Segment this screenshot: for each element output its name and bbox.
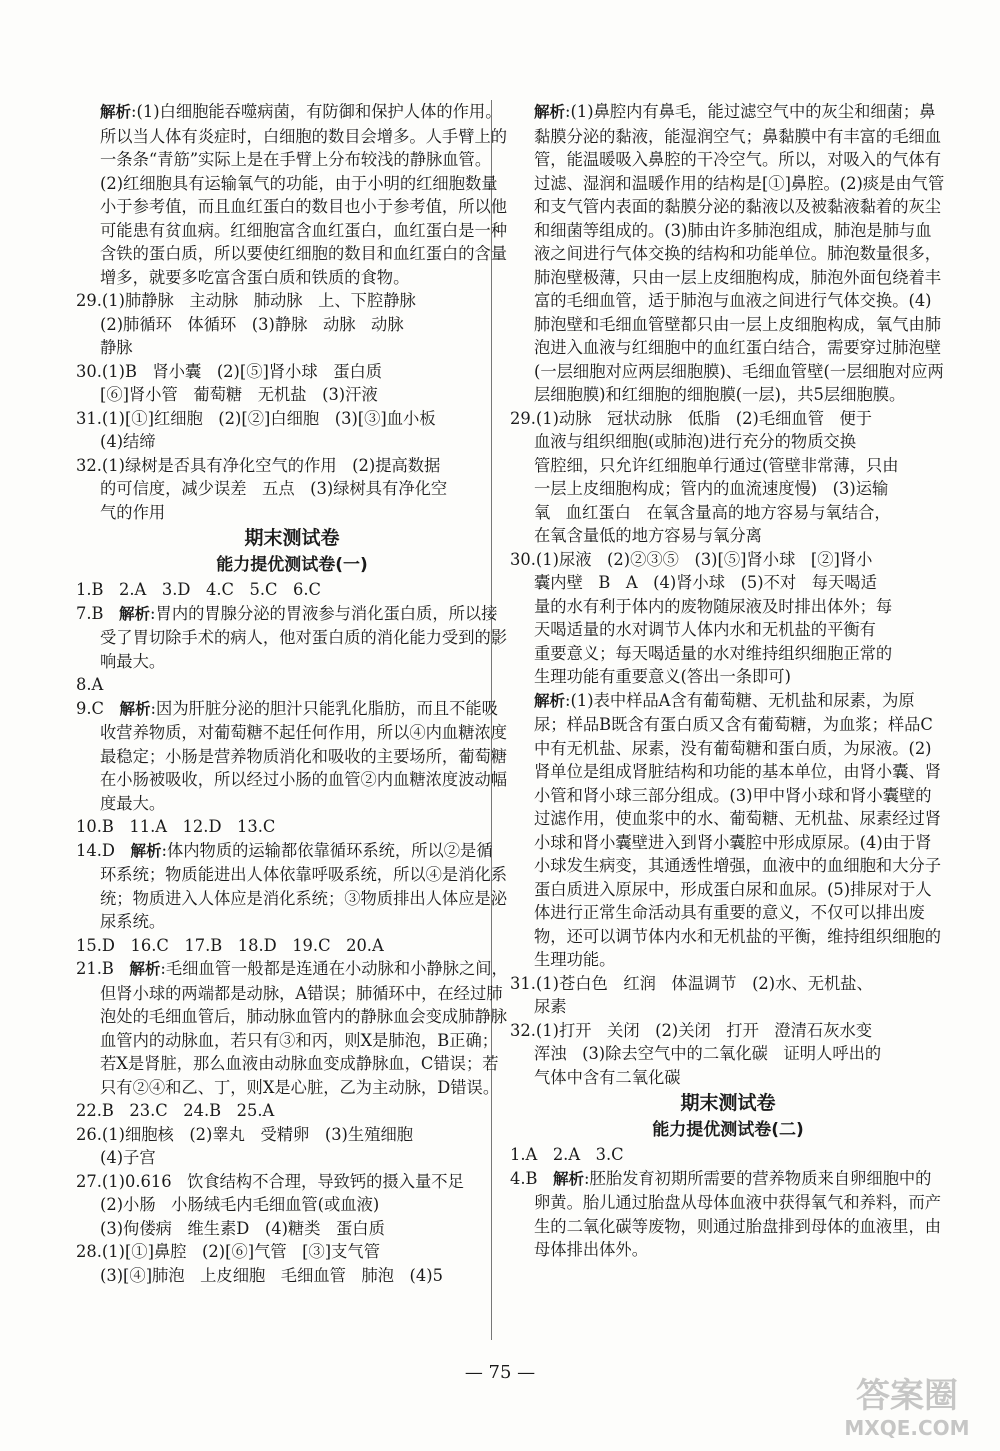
answer-item	[510, 972, 946, 1019]
answer-item	[76, 673, 508, 697]
answer-item	[510, 407, 946, 548]
answer-line: 31.(1)[①]红细胞 (2)[②]白细胞 (3)[③]血小板	[76, 408, 436, 428]
answer-line: 28.(1)[①]鼻腔 (2)[⑥]气管 [③]支气管	[76, 1242, 380, 1261]
explanation-label: 解析	[130, 841, 162, 860]
answer-line: 生理功能有重要意义(答出一条即可)	[534, 667, 791, 686]
explanation-label: 解析	[119, 604, 151, 623]
answer-line: (2)小肠 小肠绒毛内毛细血管(或血液)	[100, 1195, 380, 1214]
answer-line: 一层上皮细胞构成；管内的血流速度慢) (3)运输	[534, 479, 889, 498]
answer-line: 29.(1)动脉 冠状动脉 低脂 (2)毛细血管 便于	[510, 408, 873, 428]
answer-line: 的可信度，减少误差 五点 (3)绿树具有净化空	[100, 479, 448, 498]
answer-item	[76, 360, 508, 407]
question-answer: 4.B	[510, 1168, 554, 1188]
answer-line: 8.A	[76, 675, 104, 694]
section-subtitle: 能力提优测试卷(二)	[652, 1120, 804, 1140]
answer-line: 26.(1)细胞核 (2)睾丸 受精卵 (3)生殖细胞	[76, 1124, 414, 1144]
answer-line: 尿素	[534, 997, 567, 1016]
explanation-text: :(1)表中样品A含有葡萄糖、无机盐和尿素，为原尿；样品B既含有蛋白质又含有葡萄糖，为血浆；样品C中有无机盐、尿素，没有葡萄糖和蛋白质，为尿液。(2)肾单位是组成肾脏结构和功能的基本单位，由肾小囊、肾小管和肾小球三部分组成。(3)甲中肾小球和肾小囊壁的过滤作用，使血浆中的水、葡萄糖、无机盐、尿素经过肾小球和肾小囊壁进入到肾小囊腔中形成原尿。(4)由于肾小球发生病变，其通透性增强，血液中的血细胞和大分子蛋白质进入原尿中，形成蛋白尿和血尿。(5)排尿对于人体进行正常生命活动具有重要的意义，不仅可以排出废物，还可以调节体内水和无机盐的平衡，维持组织细胞的生理功能。	[534, 690, 942, 969]
answer-line: 血液与组织细胞(或肺泡)进行充分的物质交换	[534, 432, 857, 451]
answer-item	[76, 815, 508, 839]
right-column	[510, 100, 946, 1262]
question-answer: 9.C	[76, 698, 120, 718]
answer-item	[76, 407, 508, 454]
answer-line: 1.A 2.A 3.C	[510, 1145, 624, 1164]
answer-line: 量的水有利于体内的废物随尿液及时排出体外；每	[534, 596, 893, 616]
answer-line: 在氧含量低的地方容易与氧分离	[534, 526, 762, 545]
answer-item	[76, 454, 508, 525]
explanation-text: :体内物质的运输都依靠循环系统，所以②是循环系统；物质能进出人体依靠呼吸系统，所以④是消化系统；物质进入人体应是消化系统；③物质排出人体应是泌尿系统。	[100, 840, 508, 931]
answer-line: 32.(1)绿树是否具有净化空气的作用 (2)提高数据	[76, 455, 441, 475]
explanation-label: 解析	[534, 103, 566, 121]
answer-line: 32.(1)打开 关闭 (2)关闭 打开 澄清石灰水变	[510, 1020, 873, 1040]
question-explanation	[510, 1167, 946, 1262]
section-title: 期末测试卷	[244, 527, 340, 549]
answer-line: [⑥]肾小管 葡萄糖 无机盐 (3)汗液	[100, 385, 378, 404]
answer-line: 29.(1)肺静脉 主动脉 肺动脉 上、下腔静脉	[76, 291, 416, 310]
question-explanation	[76, 839, 508, 934]
left-column	[76, 100, 508, 1287]
page-number: — 75 —	[464, 1362, 536, 1383]
answer-line: (3)[④]肺泡 上皮细胞 毛细血管 肺泡 (4)5	[100, 1265, 443, 1285]
explanation-text: :(1)鼻腔内有鼻毛，能过滤空气中的灰尘和细菌；鼻黏膜分泌的黏液，能湿润空气；鼻黏膜中有丰富的毛细血管，能温暖吸入鼻腔的干冷空气。所以，对吸入的气体有过滤、湿润和温暖作用的结构是[①]鼻腔。(2)痰是由气管和支气管内表面的黏膜分泌的黏液以及被黏液黏着的灰尘和细菌等组成的。(3)肺由许多肺泡组成，肺泡是肺与血液之间进行气体交换的结构和功能单位。肺泡数量很多，肺泡壁极薄，只由一层上皮细胞构成，肺泡外面包绕着丰富的毛细血管，适于肺泡与血液之间进行气体交换。(4)肺泡壁和毛细血管壁都只由一层上皮细胞构成，氧气由肺泡进入血液与红细胞中的血红蛋白结合，需要穿过肺泡壁(一层细胞对应两层细胞膜)、毛细血管壁(一层细胞对应两层细胞膜)和红细胞的细胞膜(一层)，共5层细胞膜。	[534, 102, 945, 404]
answer-line: (4)子宫	[100, 1148, 156, 1167]
section-subtitle: 能力提优测试卷(一)	[216, 555, 368, 575]
answer-item	[76, 1099, 508, 1123]
question-explanation	[76, 957, 508, 1099]
answer-line: 27.(1)0.616 饮食结构不合理，导致钙的摄入量不足	[76, 1171, 464, 1191]
answer-line: 15.D 16.C 17.B 18.D 19.C 20.A	[76, 935, 384, 955]
answer-line: 31.(1)苍白色 红润 体温调节 (2)水、无机盐、	[510, 973, 873, 993]
answer-line: 囊内壁 B A (4)肾小球 (5)不对 每天喝适	[534, 573, 877, 592]
explanation-label: 解析	[119, 699, 151, 718]
answer-item	[76, 1240, 508, 1287]
question-answer: 14.D	[76, 840, 131, 860]
question-answer: 21.B	[76, 959, 130, 978]
answer-item	[510, 548, 946, 689]
answer-line: 22.B 23.C 24.B 25.A	[76, 1101, 275, 1120]
explanation	[510, 100, 946, 407]
answer-line: 30.(1)尿液 (2)②③⑤ (3)[⑤]肾小球 [②]肾小	[510, 549, 873, 569]
section-title: 期末测试卷	[680, 1092, 776, 1114]
explanation-text: :毛细血管一般都是连通在小动脉和小静脉之间，但肾小球的两端都是动脉，A错误；肺循环中，在经过肺泡处的毛细血管后，肺动脉血管内的静脉血会变成肺静脉血管内的动脉血，若只有③和丙，则X是肺泡，B正确；若X是肾脏，那么血液由动脉血变成静脉血，C错误；若只有②④和乙、丁，则X是心脏，乙为主动脉，D错误。	[100, 959, 508, 1097]
question-explanation	[76, 602, 508, 674]
answer-item	[76, 1170, 508, 1241]
explanation-label: 解析	[534, 691, 566, 710]
explanation-label: 解析	[553, 1169, 585, 1188]
explanation-label: 解析	[129, 960, 161, 978]
answer-line: 浑浊 (3)除去空气中的二氧化碳 证明人呼出的	[534, 1044, 882, 1063]
answer-line: 10.B 11.A 12.D 13.C	[76, 817, 276, 836]
answer-item	[76, 289, 508, 360]
explanation-text: :胃内的胃腺分泌的胃液参与消化蛋白质，所以接受了胃切除手术的病人，他对蛋白质的消化能力受到的影响最大。	[100, 603, 508, 671]
explanation	[510, 689, 946, 972]
answer-line: 静脉	[100, 338, 133, 357]
question-explanation	[76, 697, 508, 816]
watermark-bottom-text: MXQE.COM	[844, 1416, 970, 1440]
answer-line: 1.B 2.A 3.D 4.C 5.C 6.C	[76, 580, 321, 599]
question-answer: 7.B	[76, 603, 120, 623]
answer-line: 气的作用	[100, 502, 166, 522]
answer-line: 30.(1)B 肾小囊 (2)[⑤]肾小球 蛋白质	[76, 361, 383, 381]
answer-item	[510, 1019, 946, 1090]
answer-item	[76, 1123, 508, 1170]
watermark-top-text: 答案圈	[856, 1376, 958, 1416]
answer-item	[76, 578, 508, 602]
answer-line: (3)佝偻病 维生素D (4)糖类 蛋白质	[100, 1218, 385, 1238]
watermark-logo	[822, 1371, 992, 1443]
explanation-text: :胚胎发育初期所需要的营养物质来自卵细胞中的卵黄。胎儿通过胎盘从母体血液中获得氧气和养料，而产生的二氧化碳等废物，则通过胎盘排到母体的血液里，由母体排出体外。	[534, 1168, 942, 1259]
explanation-text: :(1)白细胞能吞噬病菌，有防御和保护人体的作用。所以当人体有炎症时，白细胞的数目会增多。人手臂上的一条条“青筋”实际上是在手臂上分布较浅的静脉血管。(2)红细胞具有运输氧气的功能，由于小明的红细胞数量小于参考值，而且血红蛋白的数目也小于参考值，所以他可能患有贫血病。红细胞富含血红蛋白，血红蛋白是一种含铁的蛋白质，所以要使红细胞的数目和血红蛋白的含量增多，就要多吃富含蛋白质和铁质的食物。	[100, 102, 508, 287]
answer-line: (4)结缔	[100, 432, 156, 451]
explanation-label: 解析	[100, 103, 132, 121]
explanation-text: :因为肝脏分泌的胆汁只能乳化脂肪，而且不能吸收营养物质，对葡萄糖不起任何作用，所以④内血糖浓度最稳定；小肠是营养物质消化和吸收的主要场所，葡萄糖在小肠被吸收，所以经过小肠的血管②内血糖浓度波动幅度最大。	[100, 698, 508, 813]
answer-item	[510, 1143, 946, 1167]
answer-line: 管腔细，只允许红细胞单行通过(管壁非常薄，只由	[534, 455, 899, 475]
answer-line: (2)肺循环 体循环 (3)静脉 动脉 动脉	[100, 314, 404, 334]
answer-line: 天喝适量的水对调节人体内水和无机盐的平衡有	[534, 620, 876, 639]
answer-line: 氧 血红蛋白 在氧含量高的地方容易与氧结合，	[534, 502, 891, 522]
answer-line: 气体中含有二氧化碳	[534, 1067, 681, 1087]
answer-line: 重要意义；每天喝适量的水对维持组织细胞正常的	[534, 643, 893, 663]
explanation	[76, 100, 508, 289]
answer-item	[76, 934, 508, 958]
